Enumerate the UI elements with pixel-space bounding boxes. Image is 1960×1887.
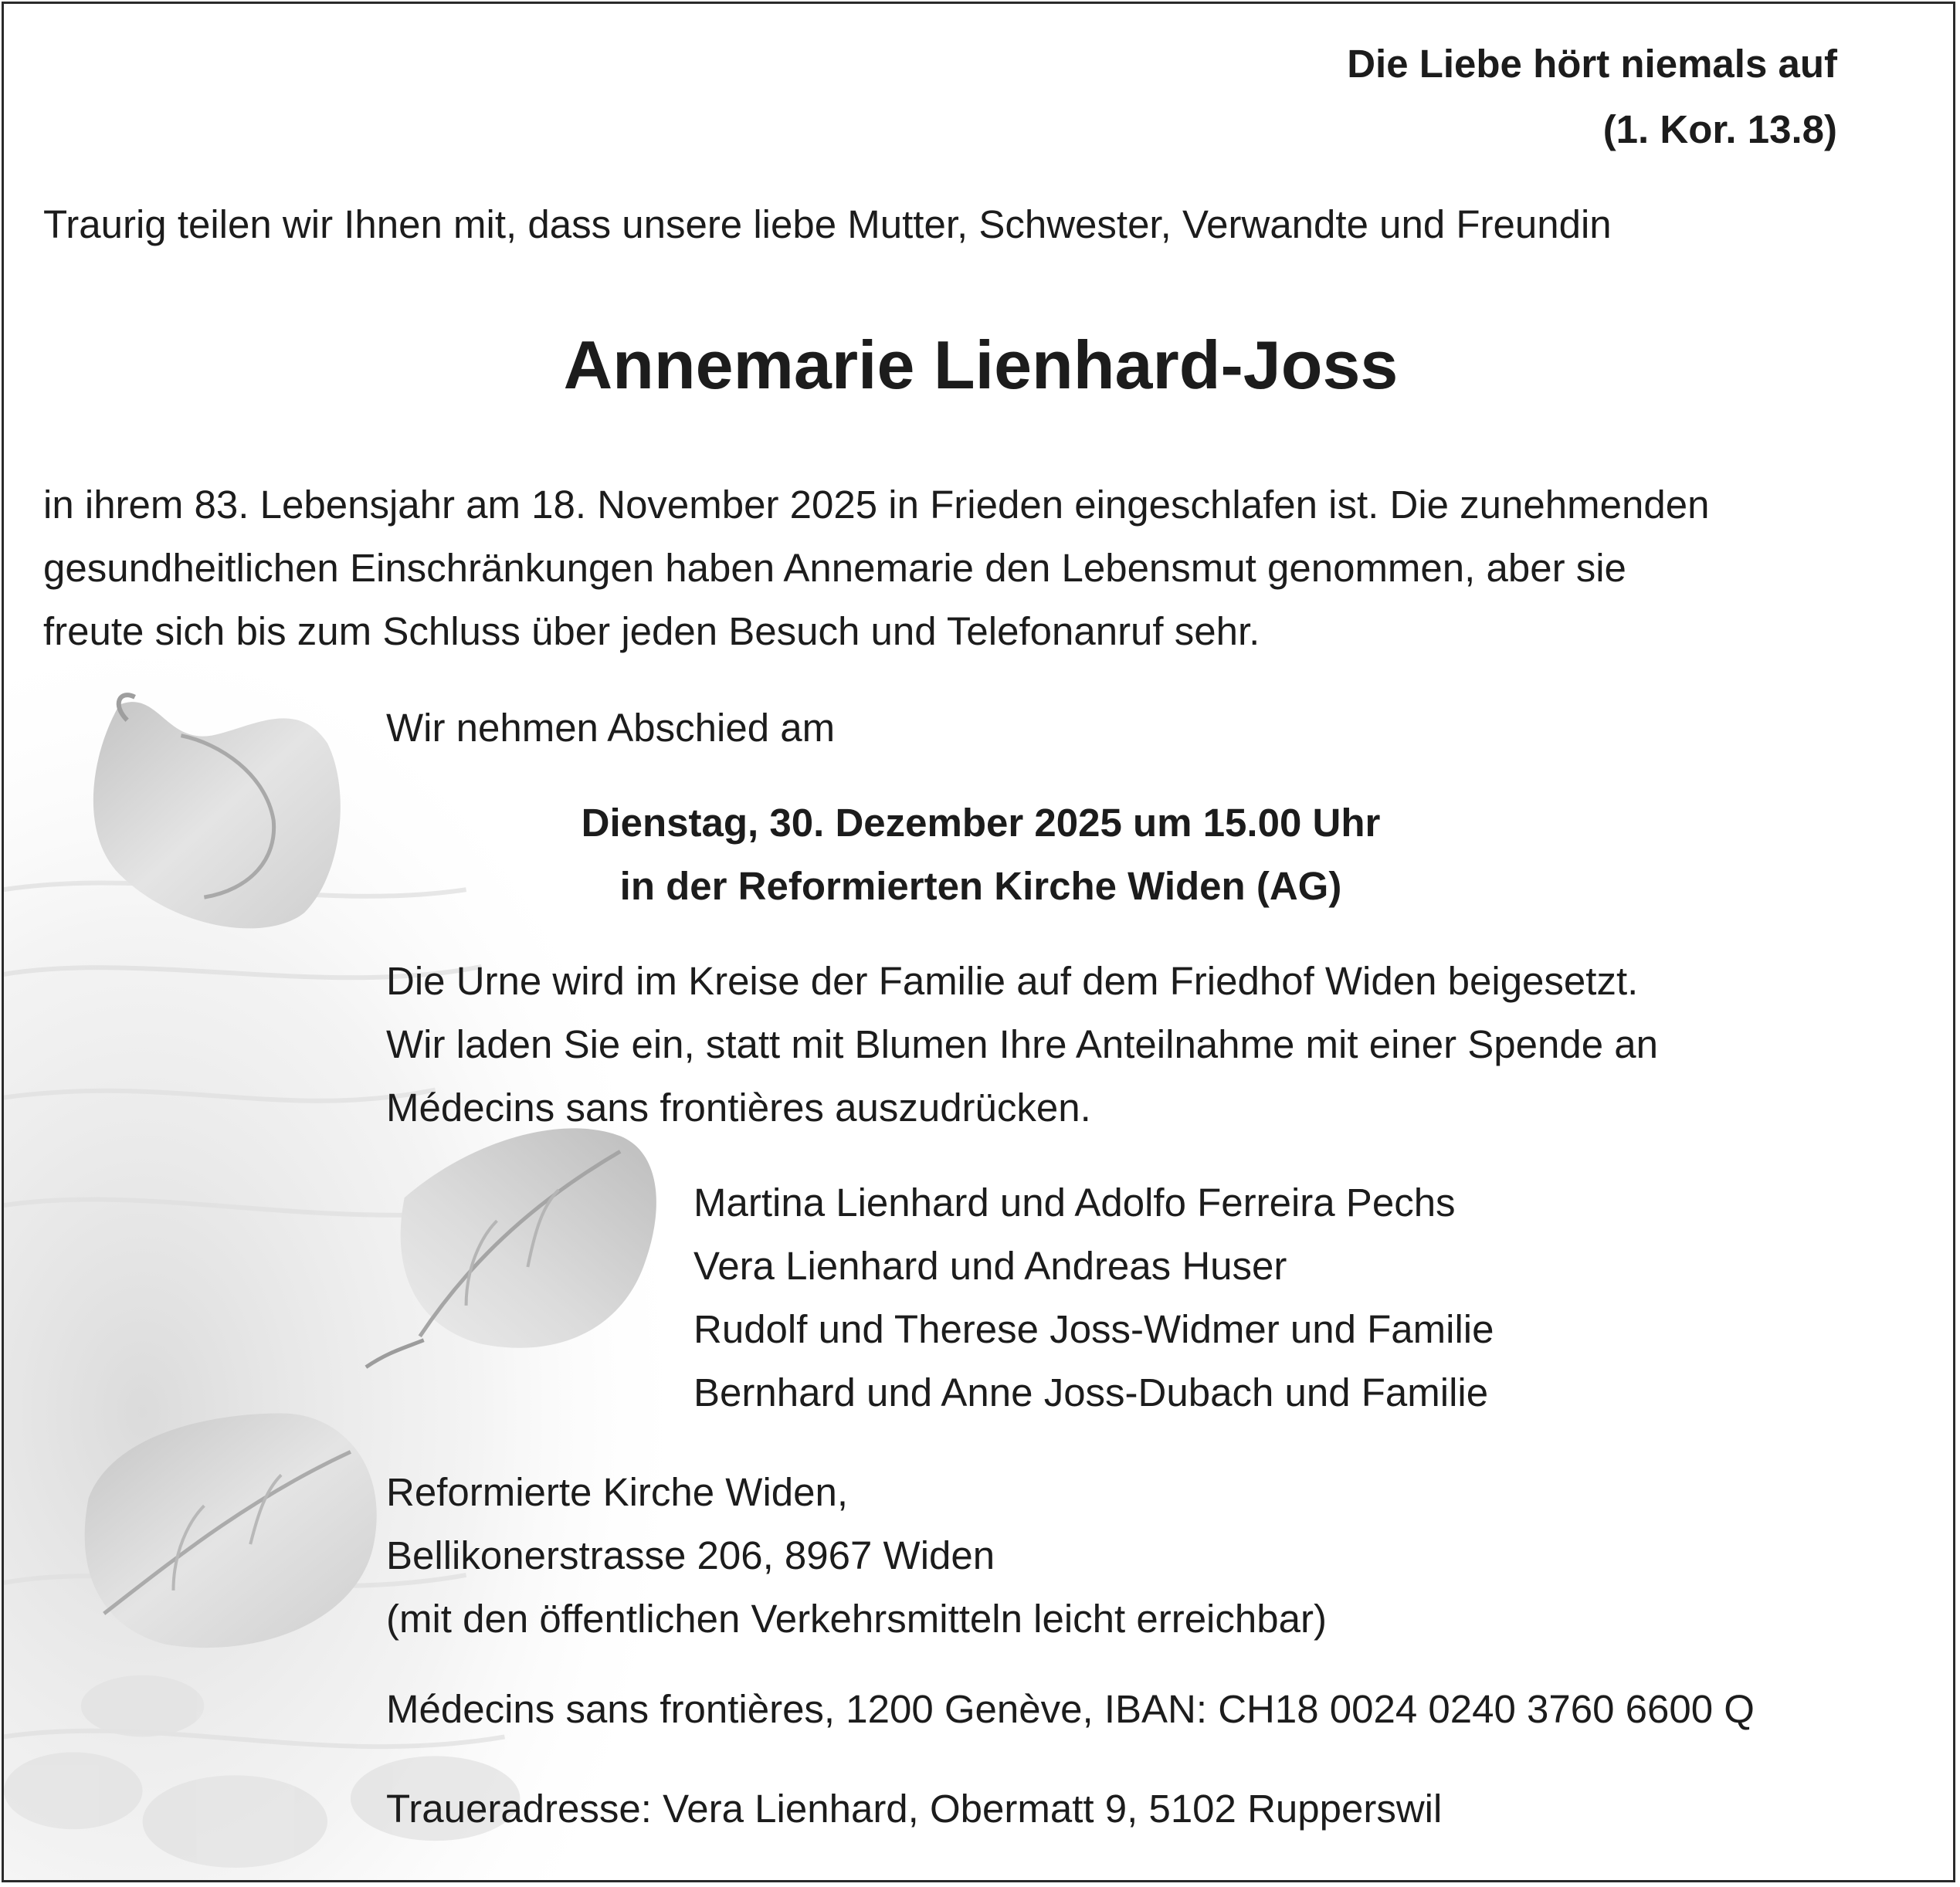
mourning-address: Traueradresse: Vera Lienhard, Obermatt 9, 5102 Rupperswil	[386, 1787, 1443, 1831]
passing-text	[43, 473, 1709, 663]
obituary-notice	[2, 2, 1955, 1882]
donation-info: Médecins sans frontières, 1200 Genève, IBAN: CH18 0024 0240 3760 6600 Q	[386, 1687, 1755, 1731]
passing-line: in ihrem 83. Lebensjahr am 18. November 2025 in Frieden eingeschlafen ist. Die zunehmenden	[43, 483, 1710, 527]
ceremony-place: in der Reformierten Kirche Widen (AG)	[619, 864, 1342, 908]
intro-text: Traurig teilen wir Ihnen mit, dass unsere liebe Mutter, Schwester, Verwandte und Freundin	[43, 202, 1612, 246]
urn-line: Médecins sans frontières auszudrücken.	[386, 1086, 1091, 1130]
urn-line: Wir laden Sie ein, statt mit Blumen Ihre Anteilnahme mit einer Spende an	[386, 1022, 1659, 1066]
mourner-entry: Vera Lienhard und Andreas Huser	[693, 1244, 1287, 1288]
mourner-entry: Bernhard und Anne Joss-Dubach und Familie	[693, 1370, 1489, 1414]
urn-text	[386, 950, 1658, 1140]
mourner-entry: Martina Lienhard und Adolfo Ferreira Pechs	[693, 1181, 1456, 1225]
urn-line: Die Urne wird im Kreise der Familie auf dem Friedhof Widen beigesetzt.	[386, 959, 1639, 1003]
passing-line: gesundheitlichen Einschränkungen haben Annemarie den Lebensmut genommen, aber sie	[43, 546, 1626, 590]
deceased-name: Annemarie Lienhard-Joss	[563, 327, 1399, 403]
church-address	[386, 1461, 1327, 1651]
ceremony-date: Dienstag, 30. Dezember 2025 um 15.00 Uhr	[581, 801, 1381, 845]
mourner-entry: Rudolf und Therese Joss-Widmer und Familie	[693, 1307, 1494, 1351]
church-address-line: Bellikonerstrasse 206, 8967 Widen	[386, 1533, 995, 1577]
passing-line: freute sich bis zum Schluss über jeden Besuch und Telefonanruf sehr.	[43, 609, 1260, 653]
church-address-line: (mit den öffentlichen Verkehrsmitteln leicht erreichbar)	[386, 1597, 1327, 1641]
farewell-intro: Wir nehmen Abschied am	[386, 706, 836, 750]
motto-line-1: Die Liebe hört niemals auf	[1347, 42, 1837, 86]
motto-line-2: (1. Kor. 13.8)	[1602, 107, 1837, 151]
mourners-list	[693, 1171, 1494, 1425]
church-address-line: Reformierte Kirche Widen,	[386, 1470, 849, 1514]
